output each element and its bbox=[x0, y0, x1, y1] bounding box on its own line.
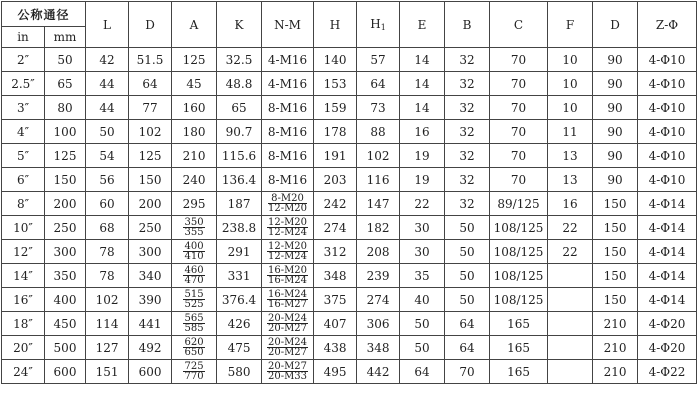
cell-d: 340 bbox=[129, 264, 172, 288]
cell-nm bbox=[262, 312, 314, 336]
table-row bbox=[2, 336, 697, 360]
header-K: K bbox=[217, 2, 262, 48]
cell-b: 50 bbox=[445, 216, 490, 240]
cell-f bbox=[548, 312, 593, 336]
cell-a-bottom: 650 bbox=[184, 346, 204, 358]
cell-b: 32 bbox=[445, 168, 490, 192]
table-row bbox=[2, 168, 697, 192]
cell-d2: 150 bbox=[593, 288, 638, 312]
cell-b: 64 bbox=[445, 312, 490, 336]
cell-in: 24″ bbox=[2, 360, 45, 384]
cell-a: 160 bbox=[172, 96, 217, 120]
cell-l: 50 bbox=[86, 120, 129, 144]
cell-nm bbox=[262, 360, 314, 384]
cell-h1: 306 bbox=[357, 312, 400, 336]
header-in: in bbox=[2, 27, 45, 48]
cell-nm-top: 16-M24 bbox=[267, 288, 308, 300]
cell-l: 44 bbox=[86, 96, 129, 120]
cell-a-stack bbox=[183, 218, 204, 237]
cell-l: 102 bbox=[86, 288, 129, 312]
cell-h1: 147 bbox=[357, 192, 400, 216]
cell-k: 48.8 bbox=[217, 72, 262, 96]
header-H: H bbox=[314, 2, 357, 48]
cell-mm: 50 bbox=[45, 48, 86, 72]
cell-in: 3″ bbox=[2, 96, 45, 120]
cell-h: 495 bbox=[314, 360, 357, 384]
cell-e: 30 bbox=[400, 240, 445, 264]
cell-d: 200 bbox=[129, 192, 172, 216]
cell-e: 64 bbox=[400, 360, 445, 384]
cell-nm-stack bbox=[267, 218, 308, 237]
cell-d: 51.5 bbox=[129, 48, 172, 72]
cell-z: 4-Φ10 bbox=[638, 168, 697, 192]
cell-nm-top: 12-M20 bbox=[267, 240, 308, 252]
cell-z: 4-Φ20 bbox=[638, 336, 697, 360]
cell-a: 295 bbox=[172, 192, 217, 216]
dimension-table bbox=[1, 1, 697, 384]
cell-nm-bottom: 12-M24 bbox=[267, 250, 308, 262]
cell-b: 50 bbox=[445, 288, 490, 312]
cell-b: 70 bbox=[445, 360, 490, 384]
cell-k: 426 bbox=[217, 312, 262, 336]
cell-a-stack bbox=[183, 338, 204, 357]
cell-h1: 116 bbox=[357, 168, 400, 192]
cell-a-top: 400 bbox=[184, 240, 204, 252]
cell-b: 50 bbox=[445, 240, 490, 264]
cell-l: 54 bbox=[86, 144, 129, 168]
cell-z: 4-Φ10 bbox=[638, 96, 697, 120]
cell-k: 238.8 bbox=[217, 216, 262, 240]
cell-k: 475 bbox=[217, 336, 262, 360]
cell-a-bottom: 355 bbox=[184, 226, 204, 238]
cell-z: 4-Φ10 bbox=[638, 48, 697, 72]
cell-h: 140 bbox=[314, 48, 357, 72]
cell-b: 64 bbox=[445, 336, 490, 360]
cell-mm: 350 bbox=[45, 264, 86, 288]
cell-l: 42 bbox=[86, 48, 129, 72]
cell-z: 4-Φ14 bbox=[638, 264, 697, 288]
cell-l: 44 bbox=[86, 72, 129, 96]
cell-z: 4-Φ14 bbox=[638, 288, 697, 312]
header-A: A bbox=[172, 2, 217, 48]
header-H1-subscript: 1 bbox=[380, 23, 386, 32]
cell-h: 438 bbox=[314, 336, 357, 360]
cell-h: 348 bbox=[314, 264, 357, 288]
cell-a-top: 515 bbox=[184, 288, 204, 300]
cell-h1: 88 bbox=[357, 120, 400, 144]
cell-f bbox=[548, 264, 593, 288]
cell-in: 2″ bbox=[2, 48, 45, 72]
cell-c: 108/125 bbox=[490, 264, 548, 288]
cell-z: 4-Φ20 bbox=[638, 312, 697, 336]
cell-a: 180 bbox=[172, 120, 217, 144]
cell-h: 375 bbox=[314, 288, 357, 312]
header-H1-letter: H bbox=[370, 17, 381, 31]
cell-nm bbox=[262, 336, 314, 360]
cell-a: 125 bbox=[172, 48, 217, 72]
cell-nm bbox=[262, 240, 314, 264]
cell-h1: 182 bbox=[357, 216, 400, 240]
cell-h: 191 bbox=[314, 144, 357, 168]
cell-e: 16 bbox=[400, 120, 445, 144]
cell-d2: 90 bbox=[593, 72, 638, 96]
cell-d2: 90 bbox=[593, 96, 638, 120]
cell-nm-bottom: 20-M27 bbox=[267, 322, 308, 334]
cell-c: 70 bbox=[490, 144, 548, 168]
cell-f bbox=[548, 336, 593, 360]
cell-l: 151 bbox=[86, 360, 129, 384]
cell-a bbox=[172, 264, 217, 288]
header-D2: D bbox=[593, 2, 638, 48]
cell-l: 127 bbox=[86, 336, 129, 360]
cell-f: 22 bbox=[548, 216, 593, 240]
header-Z-phi: Z-Φ bbox=[638, 2, 697, 48]
cell-in: 20″ bbox=[2, 336, 45, 360]
cell-nm-bottom: 16-M24 bbox=[267, 274, 308, 286]
cell-k: 187 bbox=[217, 192, 262, 216]
cell-z: 4-Φ10 bbox=[638, 144, 697, 168]
cell-nm-stack bbox=[267, 362, 308, 381]
cell-a-bottom: 770 bbox=[184, 370, 204, 382]
cell-in: 12″ bbox=[2, 240, 45, 264]
table-row bbox=[2, 360, 697, 384]
cell-mm: 400 bbox=[45, 288, 86, 312]
cell-nm-bottom: 16-M27 bbox=[267, 298, 308, 310]
cell-c: 70 bbox=[490, 168, 548, 192]
cell-d: 125 bbox=[129, 144, 172, 168]
cell-nm-top: 8-M20 bbox=[268, 194, 307, 204]
cell-e: 19 bbox=[400, 168, 445, 192]
table-row bbox=[2, 312, 697, 336]
cell-a-stack bbox=[183, 290, 204, 309]
cell-e: 14 bbox=[400, 96, 445, 120]
cell-d2: 90 bbox=[593, 144, 638, 168]
cell-in: 14″ bbox=[2, 264, 45, 288]
cell-f: 10 bbox=[548, 72, 593, 96]
cell-mm: 450 bbox=[45, 312, 86, 336]
cell-d: 600 bbox=[129, 360, 172, 384]
cell-h1: 102 bbox=[357, 144, 400, 168]
cell-nm bbox=[262, 288, 314, 312]
cell-e: 50 bbox=[400, 336, 445, 360]
cell-d2: 90 bbox=[593, 48, 638, 72]
cell-b: 32 bbox=[445, 192, 490, 216]
cell-h: 203 bbox=[314, 168, 357, 192]
cell-b: 32 bbox=[445, 48, 490, 72]
cell-h: 312 bbox=[314, 240, 357, 264]
cell-f bbox=[548, 288, 593, 312]
cell-in: 5″ bbox=[2, 144, 45, 168]
cell-mm: 100 bbox=[45, 120, 86, 144]
cell-a: 210 bbox=[172, 144, 217, 168]
cell-k: 376.4 bbox=[217, 288, 262, 312]
cell-a-stack bbox=[183, 242, 204, 261]
cell-a bbox=[172, 216, 217, 240]
cell-d: 250 bbox=[129, 216, 172, 240]
cell-d: 77 bbox=[129, 96, 172, 120]
cell-nm bbox=[262, 216, 314, 240]
header-B: B bbox=[445, 2, 490, 48]
cell-h: 274 bbox=[314, 216, 357, 240]
cell-h: 242 bbox=[314, 192, 357, 216]
cell-e: 14 bbox=[400, 72, 445, 96]
cell-nm-bottom: 20-M33 bbox=[267, 370, 308, 382]
cell-d2: 210 bbox=[593, 312, 638, 336]
cell-nm: 8-M16 bbox=[262, 120, 314, 144]
cell-nm-top: 12-M20 bbox=[267, 216, 308, 228]
cell-f: 11 bbox=[548, 120, 593, 144]
cell-mm: 250 bbox=[45, 216, 86, 240]
cell-h1: 64 bbox=[357, 72, 400, 96]
cell-h1: 348 bbox=[357, 336, 400, 360]
cell-c: 70 bbox=[490, 48, 548, 72]
cell-f: 13 bbox=[548, 144, 593, 168]
cell-d: 441 bbox=[129, 312, 172, 336]
cell-k: 90.7 bbox=[217, 120, 262, 144]
cell-nm-bottom: 20-M27 bbox=[267, 346, 308, 358]
table-body bbox=[2, 48, 697, 384]
cell-h1: 57 bbox=[357, 48, 400, 72]
cell-nm: 4-M16 bbox=[262, 72, 314, 96]
cell-mm: 600 bbox=[45, 360, 86, 384]
cell-mm: 150 bbox=[45, 168, 86, 192]
cell-nm-stack bbox=[268, 194, 307, 213]
cell-nm-bottom: 12-M24 bbox=[267, 226, 308, 238]
header-mm: mm bbox=[45, 27, 86, 48]
cell-l: 60 bbox=[86, 192, 129, 216]
cell-z: 4-Φ14 bbox=[638, 240, 697, 264]
cell-nm-stack bbox=[267, 338, 308, 357]
cell-h: 178 bbox=[314, 120, 357, 144]
cell-f: 13 bbox=[548, 168, 593, 192]
cell-c: 70 bbox=[490, 96, 548, 120]
cell-k: 331 bbox=[217, 264, 262, 288]
cell-d: 492 bbox=[129, 336, 172, 360]
cell-z: 4-Φ14 bbox=[638, 192, 697, 216]
table-row bbox=[2, 240, 697, 264]
table-row bbox=[2, 192, 697, 216]
cell-c: 70 bbox=[490, 120, 548, 144]
cell-in: 6″ bbox=[2, 168, 45, 192]
cell-c: 108/125 bbox=[490, 288, 548, 312]
cell-h1: 442 bbox=[357, 360, 400, 384]
table-row bbox=[2, 264, 697, 288]
cell-z: 4-Φ10 bbox=[638, 120, 697, 144]
cell-k: 580 bbox=[217, 360, 262, 384]
header-L: L bbox=[86, 2, 129, 48]
cell-d: 390 bbox=[129, 288, 172, 312]
cell-a-top: 460 bbox=[184, 264, 204, 276]
cell-l: 78 bbox=[86, 264, 129, 288]
table-row bbox=[2, 288, 697, 312]
cell-c: 165 bbox=[490, 312, 548, 336]
header-C: C bbox=[490, 2, 548, 48]
cell-a bbox=[172, 240, 217, 264]
cell-h1: 208 bbox=[357, 240, 400, 264]
cell-nm-top: 20-M27 bbox=[267, 360, 308, 372]
cell-d2: 150 bbox=[593, 192, 638, 216]
header-D: D bbox=[129, 2, 172, 48]
cell-nm-stack bbox=[267, 290, 308, 309]
cell-nm-top: 20-M24 bbox=[267, 312, 308, 324]
cell-e: 30 bbox=[400, 216, 445, 240]
cell-mm: 80 bbox=[45, 96, 86, 120]
cell-a bbox=[172, 312, 217, 336]
cell-in: 2.5″ bbox=[2, 72, 45, 96]
cell-c: 89/125 bbox=[490, 192, 548, 216]
table-row bbox=[2, 144, 697, 168]
cell-l: 68 bbox=[86, 216, 129, 240]
cell-a-top: 725 bbox=[184, 360, 204, 372]
cell-c: 108/125 bbox=[490, 240, 548, 264]
cell-c: 70 bbox=[490, 72, 548, 96]
cell-f: 16 bbox=[548, 192, 593, 216]
table-row bbox=[2, 120, 697, 144]
cell-e: 40 bbox=[400, 288, 445, 312]
cell-d: 102 bbox=[129, 120, 172, 144]
cell-h1: 274 bbox=[357, 288, 400, 312]
cell-b: 32 bbox=[445, 120, 490, 144]
cell-d: 300 bbox=[129, 240, 172, 264]
cell-mm: 500 bbox=[45, 336, 86, 360]
cell-nm bbox=[262, 264, 314, 288]
cell-mm: 300 bbox=[45, 240, 86, 264]
cell-nm: 8-M16 bbox=[262, 96, 314, 120]
cell-k: 115.6 bbox=[217, 144, 262, 168]
cell-f: 10 bbox=[548, 48, 593, 72]
cell-mm: 200 bbox=[45, 192, 86, 216]
cell-a-bottom: 585 bbox=[184, 322, 204, 334]
cell-h: 407 bbox=[314, 312, 357, 336]
cell-nm: 4-M16 bbox=[262, 48, 314, 72]
cell-k: 136.4 bbox=[217, 168, 262, 192]
cell-b: 50 bbox=[445, 264, 490, 288]
cell-nm bbox=[262, 192, 314, 216]
cell-e: 22 bbox=[400, 192, 445, 216]
cell-d: 150 bbox=[129, 168, 172, 192]
cell-in: 10″ bbox=[2, 216, 45, 240]
header-H1 bbox=[357, 2, 400, 48]
cell-mm: 65 bbox=[45, 72, 86, 96]
table-row bbox=[2, 48, 697, 72]
cell-l: 114 bbox=[86, 312, 129, 336]
table-row bbox=[2, 72, 697, 96]
cell-c: 165 bbox=[490, 360, 548, 384]
cell-a-top: 620 bbox=[184, 336, 204, 348]
cell-c: 165 bbox=[490, 336, 548, 360]
cell-nm-stack bbox=[267, 242, 308, 261]
cell-f: 10 bbox=[548, 96, 593, 120]
cell-nm: 8-M16 bbox=[262, 144, 314, 168]
cell-z: 4-Φ22 bbox=[638, 360, 697, 384]
cell-e: 19 bbox=[400, 144, 445, 168]
cell-a-stack bbox=[183, 266, 204, 285]
cell-f: 22 bbox=[548, 240, 593, 264]
cell-a-top: 565 bbox=[184, 312, 204, 324]
cell-in: 18″ bbox=[2, 312, 45, 336]
table-row bbox=[2, 96, 697, 120]
cell-nm-stack bbox=[267, 314, 308, 333]
cell-h1: 239 bbox=[357, 264, 400, 288]
header-nominal-diameter: 公称通径 bbox=[2, 2, 86, 27]
cell-b: 32 bbox=[445, 72, 490, 96]
cell-nm: 8-M16 bbox=[262, 168, 314, 192]
cell-d2: 210 bbox=[593, 336, 638, 360]
cell-a-bottom: 470 bbox=[184, 274, 204, 286]
cell-z: 4-Φ10 bbox=[638, 72, 697, 96]
cell-k: 291 bbox=[217, 240, 262, 264]
cell-f bbox=[548, 360, 593, 384]
cell-l: 78 bbox=[86, 240, 129, 264]
cell-d2: 210 bbox=[593, 360, 638, 384]
cell-e: 14 bbox=[400, 48, 445, 72]
header-F: F bbox=[548, 2, 593, 48]
cell-k: 32.5 bbox=[217, 48, 262, 72]
cell-d2: 150 bbox=[593, 264, 638, 288]
cell-mm: 125 bbox=[45, 144, 86, 168]
cell-a-bottom: 410 bbox=[184, 250, 204, 262]
cell-a-top: 350 bbox=[184, 216, 204, 228]
cell-e: 35 bbox=[400, 264, 445, 288]
cell-a bbox=[172, 288, 217, 312]
cell-d2: 90 bbox=[593, 168, 638, 192]
cell-nm-top: 16-M20 bbox=[267, 264, 308, 276]
table-row bbox=[2, 216, 697, 240]
header-N-M: N-M bbox=[262, 2, 314, 48]
cell-l: 56 bbox=[86, 168, 129, 192]
cell-a bbox=[172, 360, 217, 384]
cell-a-bottom: 525 bbox=[184, 298, 204, 310]
cell-nm-top: 20-M24 bbox=[267, 336, 308, 348]
cell-d2: 150 bbox=[593, 216, 638, 240]
cell-a-stack bbox=[183, 362, 204, 381]
cell-d2: 90 bbox=[593, 120, 638, 144]
cell-a-stack bbox=[183, 314, 204, 333]
cell-d2: 150 bbox=[593, 240, 638, 264]
cell-h: 159 bbox=[314, 96, 357, 120]
cell-in: 16″ bbox=[2, 288, 45, 312]
cell-in: 8″ bbox=[2, 192, 45, 216]
header-E: E bbox=[400, 2, 445, 48]
cell-c: 108/125 bbox=[490, 216, 548, 240]
cell-h1: 73 bbox=[357, 96, 400, 120]
cell-a: 240 bbox=[172, 168, 217, 192]
cell-nm-stack bbox=[267, 266, 308, 285]
cell-h: 153 bbox=[314, 72, 357, 96]
cell-a bbox=[172, 336, 217, 360]
cell-z: 4-Φ14 bbox=[638, 216, 697, 240]
cell-a: 45 bbox=[172, 72, 217, 96]
cell-b: 32 bbox=[445, 96, 490, 120]
cell-d: 64 bbox=[129, 72, 172, 96]
cell-b: 32 bbox=[445, 144, 490, 168]
cell-in: 4″ bbox=[2, 120, 45, 144]
cell-nm-bottom: 12-M20 bbox=[267, 202, 308, 214]
cell-e: 50 bbox=[400, 312, 445, 336]
cell-k: 65 bbox=[217, 96, 262, 120]
